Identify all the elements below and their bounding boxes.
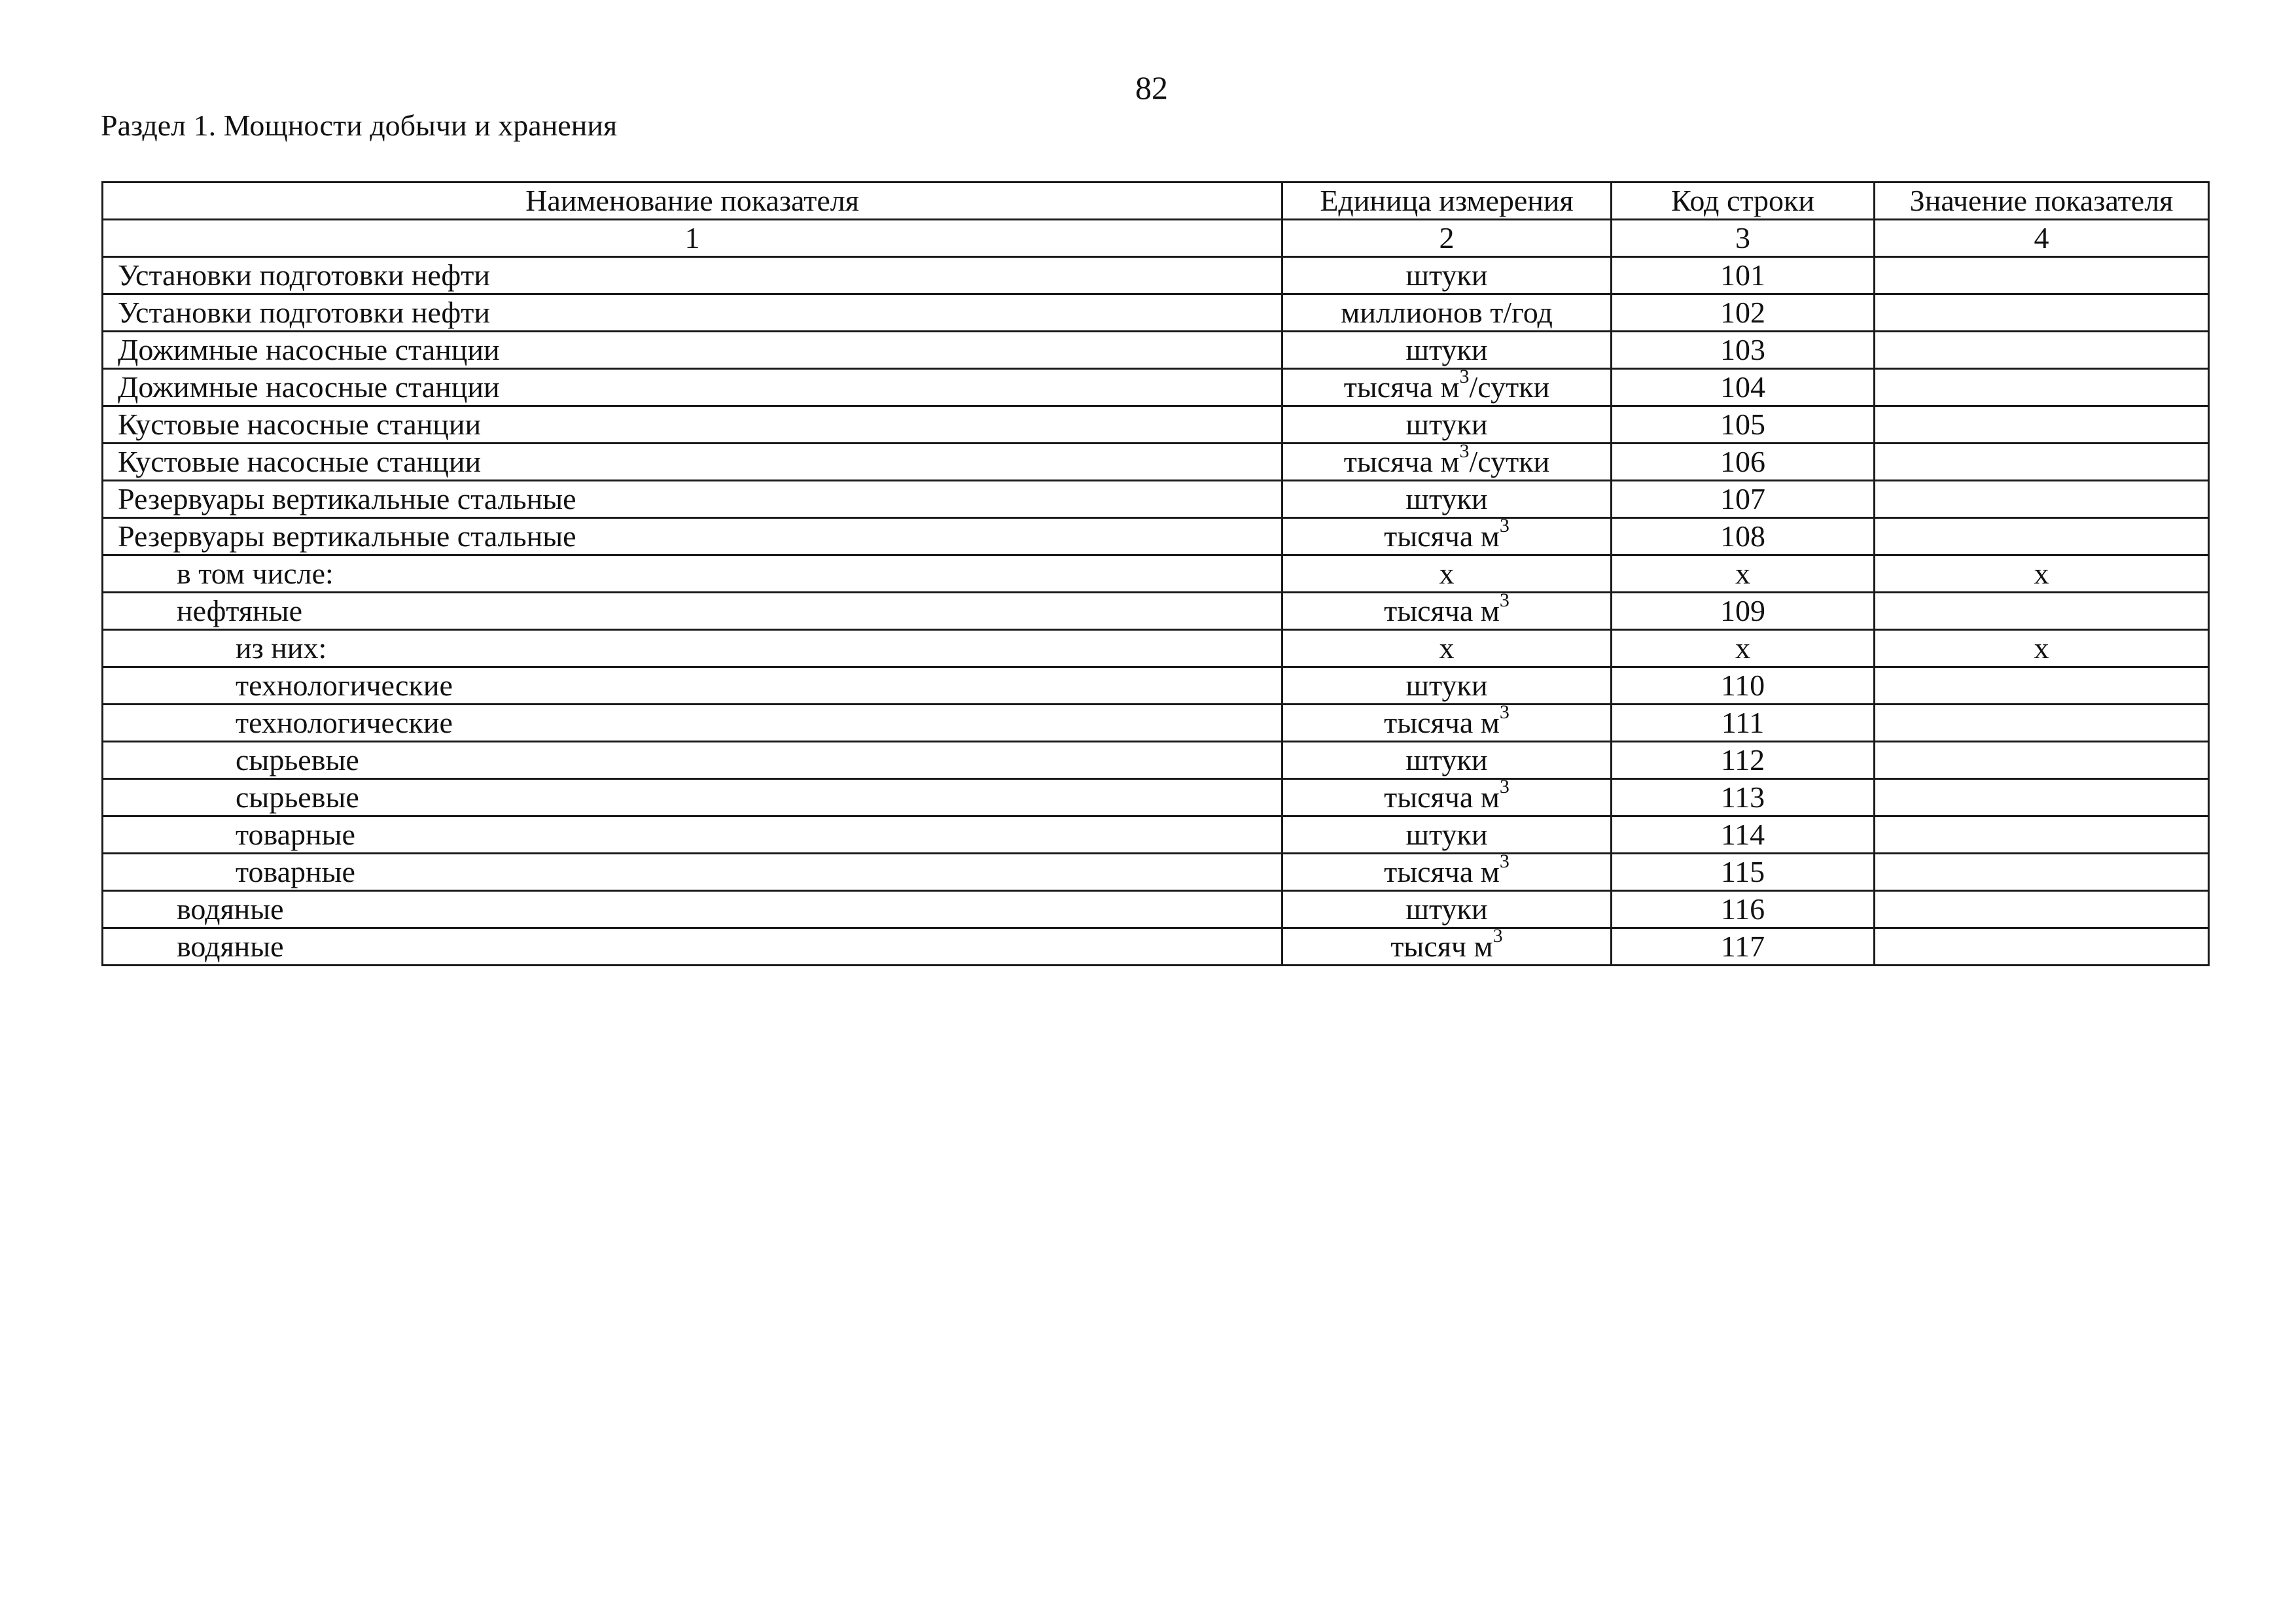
unit-text: штуки <box>1405 333 1488 366</box>
row-code-cell: 110 <box>1612 667 1875 705</box>
row-code-cell: 107 <box>1612 481 1875 518</box>
unit-text: тысяч м <box>1390 930 1493 963</box>
unit-text: штуки <box>1405 818 1488 851</box>
indicator-name-cell: технологические <box>103 705 1282 742</box>
indicator-name-cell: сырьевые <box>103 742 1282 779</box>
indicator-value-cell <box>1875 332 2209 369</box>
table-row <box>103 518 2209 555</box>
unit-text: штуки <box>1405 743 1488 777</box>
unit-cell <box>1282 369 1612 406</box>
table-row <box>103 891 2209 928</box>
table-row <box>103 444 2209 481</box>
row-code-cell: 104 <box>1612 369 1875 406</box>
unit-text: тысяча м <box>1343 370 1460 404</box>
row-code-cell: х <box>1612 555 1875 593</box>
column-number: 3 <box>1612 220 1875 257</box>
row-code-cell: 115 <box>1612 854 1875 891</box>
header-indicator-value: Значение показателя <box>1875 183 2209 220</box>
indicator-value-cell <box>1875 705 2209 742</box>
indicator-value-cell <box>1875 891 2209 928</box>
indicator-name-cell: водяные <box>103 891 1282 928</box>
unit-cell <box>1282 406 1612 444</box>
table-row <box>103 742 2209 779</box>
row-code-cell: 108 <box>1612 518 1875 555</box>
unit-cell <box>1282 257 1612 294</box>
table-row <box>103 593 2209 630</box>
unit-exponent: 3 <box>1499 704 1510 723</box>
indicator-value-cell <box>1875 518 2209 555</box>
indicator-value-cell <box>1875 779 2209 816</box>
unit-cell <box>1282 705 1612 742</box>
indicator-name-cell: технологические <box>103 667 1282 705</box>
unit-cell <box>1282 891 1612 928</box>
table-row <box>103 481 2209 518</box>
indicator-value-cell <box>1875 593 2209 630</box>
header-unit: Единица измерения <box>1282 183 1612 220</box>
unit-suffix: /сутки <box>1469 370 1550 404</box>
indicator-value-cell <box>1875 406 2209 444</box>
unit-cell <box>1282 928 1612 966</box>
indicator-name-cell: Установки подготовки нефти <box>103 257 1282 294</box>
unit-text: тысяча м <box>1384 594 1500 627</box>
unit-cell <box>1282 555 1612 593</box>
indicator-name-cell: Дожимные насосные станции <box>103 369 1282 406</box>
row-code-cell: 117 <box>1612 928 1875 966</box>
unit-cell <box>1282 854 1612 891</box>
unit-cell <box>1282 593 1612 630</box>
unit-text: тысяча м <box>1384 780 1500 814</box>
unit-text: х <box>1439 557 1455 590</box>
unit-cell <box>1282 518 1612 555</box>
unit-text: миллионов т/год <box>1341 296 1553 329</box>
unit-exponent: 3 <box>1499 853 1510 872</box>
page-number: 82 <box>1135 69 1168 106</box>
unit-text: тысяча м <box>1343 445 1460 478</box>
indicators-table <box>101 181 2210 966</box>
table-row <box>103 630 2209 667</box>
section-title: Раздел 1. Мощности добычи и хранения <box>101 109 618 142</box>
row-code-cell: 102 <box>1612 294 1875 332</box>
unit-cell <box>1282 444 1612 481</box>
unit-text: штуки <box>1405 669 1488 702</box>
indicator-name-cell: Резервуары вертикальные стальные <box>103 518 1282 555</box>
unit-text: штуки <box>1405 408 1488 441</box>
unit-exponent: 3 <box>1499 592 1510 611</box>
column-number: 2 <box>1282 220 1612 257</box>
row-code-cell: 109 <box>1612 593 1875 630</box>
indicator-value-cell: х <box>1875 630 2209 667</box>
unit-exponent: 3 <box>1492 928 1503 947</box>
column-number-row <box>103 220 2209 257</box>
table-body <box>103 257 2209 966</box>
row-code-cell: 111 <box>1612 705 1875 742</box>
unit-exponent: 3 <box>1499 778 1510 797</box>
table-row <box>103 779 2209 816</box>
row-code-cell: х <box>1612 630 1875 667</box>
indicator-value-cell <box>1875 294 2209 332</box>
table-row <box>103 294 2209 332</box>
row-code-cell: 113 <box>1612 779 1875 816</box>
table-row <box>103 854 2209 891</box>
row-code-cell: 105 <box>1612 406 1875 444</box>
unit-text: тысяча м <box>1384 706 1500 739</box>
indicator-name-cell: сырьевые <box>103 779 1282 816</box>
header-row-code: Код строки <box>1612 183 1875 220</box>
indicator-value-cell <box>1875 444 2209 481</box>
table-row <box>103 369 2209 406</box>
row-code-cell: 112 <box>1612 742 1875 779</box>
indicator-name-cell: в том числе: <box>103 555 1282 593</box>
header-indicator-name: Наименование показателя <box>103 183 1282 220</box>
unit-text: тысяча м <box>1384 519 1500 553</box>
indicator-name-cell: из них: <box>103 630 1282 667</box>
unit-exponent: 3 <box>1459 368 1470 387</box>
unit-cell <box>1282 816 1612 854</box>
table-row <box>103 257 2209 294</box>
table-row <box>103 667 2209 705</box>
unit-suffix: /сутки <box>1469 445 1550 478</box>
table-row <box>103 705 2209 742</box>
table-row <box>103 406 2209 444</box>
column-number: 4 <box>1875 220 2209 257</box>
indicator-name-cell: товарные <box>103 854 1282 891</box>
row-code-cell: 103 <box>1612 332 1875 369</box>
column-number: 1 <box>103 220 1282 257</box>
indicator-name-cell: нефтяные <box>103 593 1282 630</box>
unit-cell <box>1282 481 1612 518</box>
indicator-name-cell: товарные <box>103 816 1282 854</box>
unit-cell <box>1282 742 1612 779</box>
indicator-name-cell: Резервуары вертикальные стальные <box>103 481 1282 518</box>
table-header <box>103 183 2209 257</box>
indicator-name-cell: водяные <box>103 928 1282 966</box>
indicator-name-cell: Кустовые насосные станции <box>103 406 1282 444</box>
unit-cell <box>1282 667 1612 705</box>
indicator-value-cell <box>1875 854 2209 891</box>
indicator-value-cell <box>1875 481 2209 518</box>
row-code-cell: 101 <box>1612 257 1875 294</box>
indicator-value-cell <box>1875 742 2209 779</box>
table-row <box>103 816 2209 854</box>
unit-cell <box>1282 294 1612 332</box>
unit-cell <box>1282 332 1612 369</box>
unit-cell <box>1282 630 1612 667</box>
unit-text: х <box>1439 631 1455 665</box>
unit-exponent: 3 <box>1499 517 1510 536</box>
indicator-name-cell: Дожимные насосные станции <box>103 332 1282 369</box>
indicator-value-cell <box>1875 667 2209 705</box>
header-row <box>103 183 2209 220</box>
table-row <box>103 928 2209 966</box>
row-code-cell: 106 <box>1612 444 1875 481</box>
indicator-value-cell <box>1875 369 2209 406</box>
indicator-value-cell <box>1875 928 2209 966</box>
indicator-name-cell: Установки подготовки нефти <box>103 294 1282 332</box>
indicator-value-cell <box>1875 257 2209 294</box>
indicator-value-cell: х <box>1875 555 2209 593</box>
indicator-value-cell <box>1875 816 2209 854</box>
unit-text: штуки <box>1405 482 1488 515</box>
unit-cell <box>1282 779 1612 816</box>
row-code-cell: 114 <box>1612 816 1875 854</box>
indicator-name-cell: Кустовые насосные станции <box>103 444 1282 481</box>
unit-text: тысяча м <box>1384 855 1500 888</box>
row-code-cell: 116 <box>1612 891 1875 928</box>
unit-text: штуки <box>1405 892 1488 926</box>
table-row <box>103 332 2209 369</box>
unit-exponent: 3 <box>1459 443 1470 462</box>
table-row <box>103 555 2209 593</box>
unit-text: штуки <box>1405 258 1488 292</box>
